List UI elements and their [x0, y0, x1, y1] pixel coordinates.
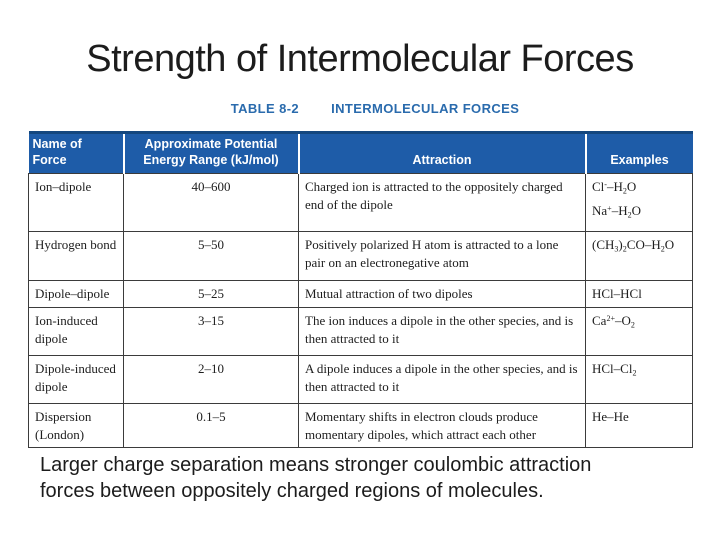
force-name: Ion-induced dipole	[29, 308, 124, 356]
examples-cell	[586, 174, 693, 232]
energy-range: 2–10	[124, 356, 299, 404]
energy-range: 40–600	[124, 174, 299, 232]
examples-cell	[586, 356, 693, 404]
column-header-name-of-force: Name of Force	[29, 133, 124, 174]
table-row	[29, 174, 693, 232]
intermolecular-forces-table	[28, 131, 693, 448]
example-formula: $Ca^{2+}-O_2$	[592, 313, 635, 330]
force-name: Hydrogen bond	[29, 232, 124, 281]
page-title: Strength of Intermolecular Forces	[86, 38, 634, 80]
table-row	[29, 281, 693, 308]
table-header-row	[29, 133, 693, 174]
table-row	[29, 404, 693, 448]
table-row	[29, 232, 693, 281]
table-caption	[0, 101, 720, 116]
attraction-description: Charged ion is attracted to the oppositely charged end of the dipole	[299, 174, 586, 232]
force-name: Dipole-induced dipole	[29, 356, 124, 404]
force-name: Ion–dipole	[29, 174, 124, 232]
attraction-description: Momentary shifts in electron clouds produce momentary dipoles, which attract each other	[299, 404, 586, 448]
column-header-examples: Examples	[586, 133, 693, 174]
example-formula: $(CH_3)_2CO-H_2O$	[592, 237, 675, 254]
examples-cell	[586, 232, 693, 281]
table-caption-label: TABLE 8-2	[230, 101, 300, 116]
footer-line-1: Larger charge separation means stronger coulombic attraction	[40, 454, 592, 476]
energy-range: 5–25	[124, 281, 299, 308]
examples-cell	[586, 308, 693, 356]
example-formula: HCl–$Cl_2$	[592, 361, 637, 378]
energy-range: 5–50	[124, 232, 299, 281]
attraction-description: Positively polarized H atom is attracted to a lone pair on an electronegative atom	[299, 232, 586, 281]
attraction-description: A dipole induces a dipole in the other species, and is then attracted to it	[299, 356, 586, 404]
energy-range: 3–15	[124, 308, 299, 356]
force-name: Dispersion (London)	[29, 404, 124, 448]
examples-cell	[586, 281, 693, 308]
table-row	[29, 308, 693, 356]
footer-sentence	[40, 452, 690, 505]
table-caption-title: INTERMOLECULAR FORCES	[331, 101, 520, 116]
force-name: Dipole–dipole	[29, 281, 124, 308]
attraction-description: The ion induces a dipole in the other species, and is then attracted to it	[299, 308, 586, 356]
examples-cell	[586, 404, 693, 448]
example-formula: HCl–HCl	[592, 286, 642, 302]
example-formula: He–He	[592, 409, 629, 425]
energy-range: 0.1–5	[124, 404, 299, 448]
example-formula: $Na^+-H_2O$	[592, 202, 642, 220]
column-header-attraction: Attraction	[299, 133, 586, 174]
table-row	[29, 356, 693, 404]
example-formula: $Cl^--H_2O$	[592, 179, 637, 196]
column-header-energy-range: Approximate Potential Energy Range (kJ/mol)	[124, 133, 299, 174]
attraction-description: Mutual attraction of two dipoles	[299, 281, 586, 308]
footer-line-2: forces between oppositely charged regions of molecules.	[40, 480, 544, 503]
